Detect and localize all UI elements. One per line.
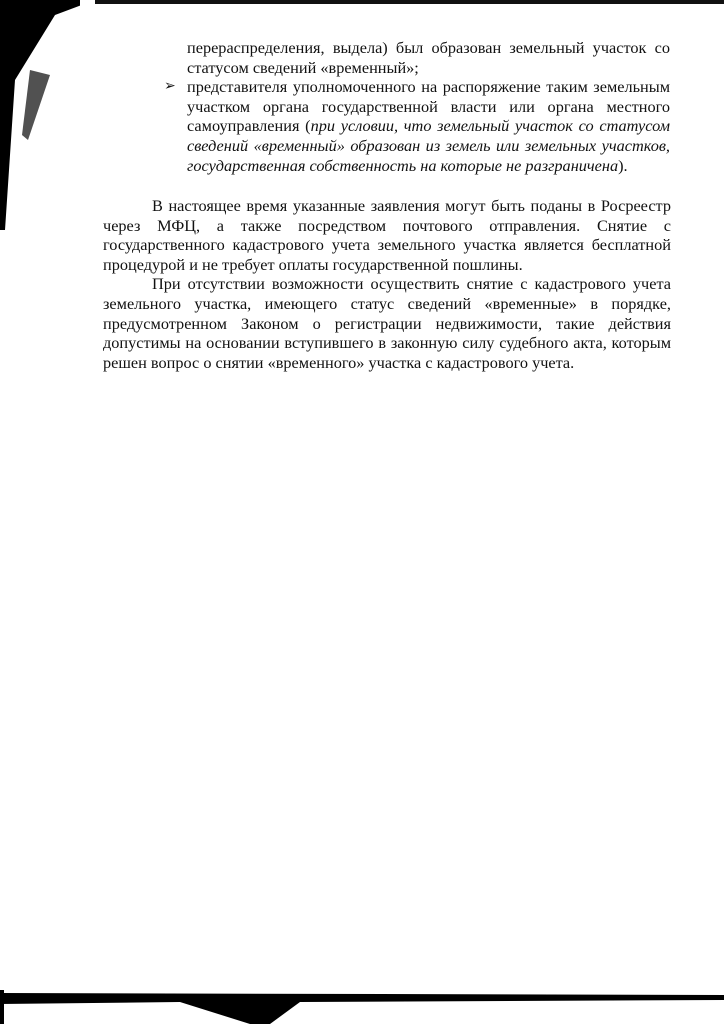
bullet-text: представителя уполномоченного на распоряжение таким земельным участком органа государственной власти или органа местного самоуправления ( (187, 77, 670, 136)
bullet-continuation: перераспределения, выдела) был образован земельный участок со статусом сведений «временный»; (187, 38, 670, 77)
bullet-list (164, 38, 670, 175)
arrowhead-bullet-icon: ➢ (164, 79, 176, 95)
paragraph: При отсутствии возможности осуществить снятие с кадастрового учета земельного участка, имеющего статус сведений «временные» в порядке, предусмотренном Законом о регистрации недвижимости, такие действия допустимы на основании вступившего в законную силу судебного акта, которым решен вопрос о снятии «временного» участка с кадастрового учета. (103, 274, 671, 372)
scan-edge-left (0, 0, 80, 230)
body-paragraphs (103, 196, 671, 372)
bullet-item (164, 77, 670, 175)
bullet-italic-text: при условии, что земельный участок со статусом сведений «временный» образован из земель или земельных участков, государственная собственность на которые не разграничена (187, 116, 670, 175)
bullet-text-end: ). (618, 155, 628, 175)
paragraph: В настоящее время указанные заявления могут быть поданы в Росреестр через МФЦ, а также посредством почтового отправления. Снятие с государственного кадастрового учета земельного участка является бесплатной процедурой и не требует оплаты государственной пошлины. (103, 196, 671, 274)
scan-edge-bottom (0, 990, 724, 1024)
scan-edge-top (0, 0, 724, 8)
